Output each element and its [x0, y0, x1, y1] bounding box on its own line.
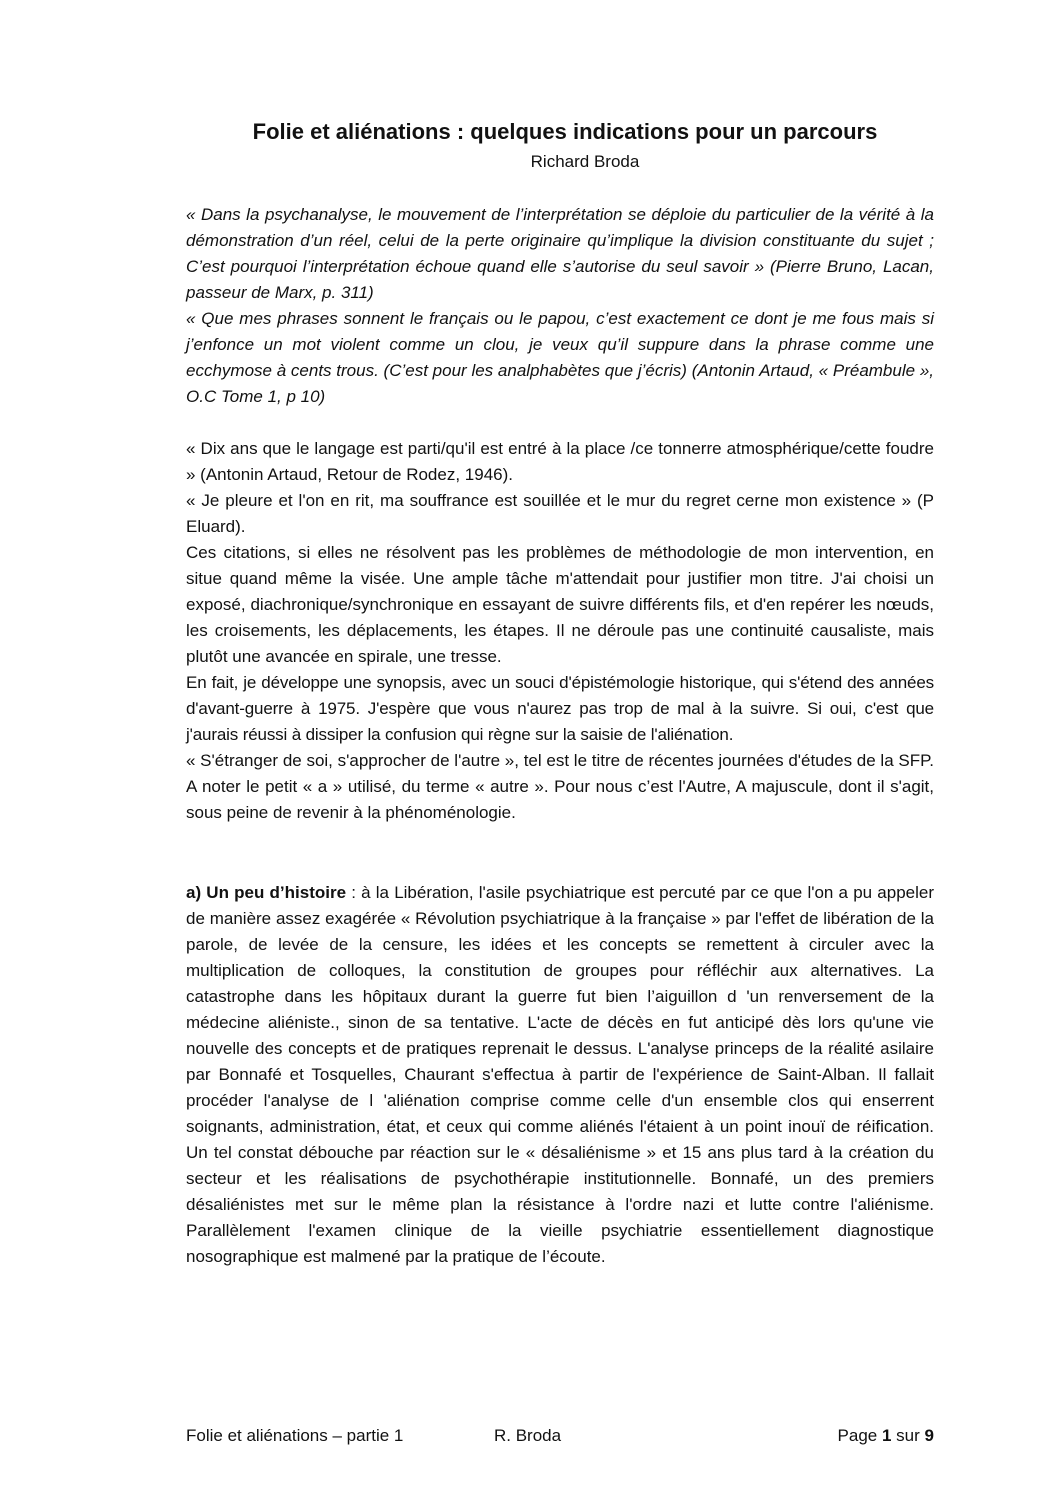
- epigraph-quote-bruno: « Dans la psychanalyse, le mouvement de l’interprétation se déploie du particulier de la vérité à la démonstration d’un réel, celui de la perte originaire qu’implique la division constituante du sujet ; C’est pourquoi l’interprétation échoue quand elle s’autorise du seul savoir » (Pierre Bruno, Lacan, passeur de Marx, p. 311): [186, 205, 934, 302]
- section-a-paragraph: [186, 880, 934, 1270]
- footer-page-current: 1: [881, 1426, 892, 1445]
- document-author: Richard Broda: [530, 152, 640, 171]
- section-a-text: : à la Libération, l'asile psychiatrique est percuté par ce que l'on a pu appeler de manière assez exagérée « Révolution psychiatrique à la française » par l'effet de libération de la parole, de levée de la censure, les idées et les concepts se remettent à circuler avec la multiplication de colloques, la constitution de groupes pour réfléchir aux alternatives. La catastrophe dans les hôpitaux durant la guerre fut bien l’aiguillon d 'un renversement de la médecine aliéniste., sinon de sa tentative. L'acte de décès en fut anticipé dès lors qu'une vie nouvelle des concepts et de pratiques reprenait le dessus. L'analyse princeps de la réalité asilaire par Bonnafé et Tosquelles, Chaurant s'effectua à partir de l'expérience de Saint-Alban. Il fallait procéder l'analyse de l 'aliénation comprise comme celle d'un ensemble clos qui enserrent soignants, administration, état, et ceux qui comme aliénés l'étaient à un point inouï de réification. Un tel constat débouche par réaction sur le « désaliénisme » et 15 ans plus tard à la création du secteur et les réalisations de psychothérapie institutionnelle. Bonnafé, un des premiers désaliénistes met sur le même plan la résistance à l'ordre nazi et lutte contre l'aliénisme. Parallèlement l'examen clinique de la vieille psychiatrie essentiellement diagnostique nosographique est malmené par la pratique de l’écoute.: [186, 883, 934, 1266]
- footer-page-of: sur: [896, 1426, 920, 1445]
- paragraph-eluard-citation: « Je pleure et l'on en rit, ma souffrance est souillée et le mur du regret cerne mon existence » (P Eluard).: [186, 491, 934, 536]
- section-a-heading: a) Un peu d’histoire: [186, 883, 347, 902]
- spacer: [186, 410, 934, 436]
- paragraph-methodology: Ces citations, si elles ne résolvent pas les problèmes de méthodologie de mon intervention, en situe quand même la visée. Une ample tâche m'attendait pour justifier mon titre. J'ai choisi un exposé, diachronique/synchronique en essayant de suivre différents fils, et d'en repérer les nœuds, les croisements, les déplacements, les étapes. Il ne déroule pas une continuité causaliste, mais plutôt une avancée en spirale, une tresse.: [186, 543, 934, 666]
- document-body: [186, 202, 934, 1270]
- footer-page-label: Page: [837, 1426, 878, 1445]
- paragraph-sfp-study-days: « S'étranger de soi, s'approcher de l'autre », tel est le titre de récentes journées d'études de la SFP. A noter le petit « a » utilisé, du terme « autre ». Pour nous c’est l'Autre, A majuscule, dont il s'agit, sous peine de revenir à la phénoménologie.: [186, 751, 934, 822]
- paragraph-artaud-citation: « Dix ans que le langage est parti/qu'il est entré à la place /ce tonnerre atmosphérique/cette foudre » (Antonin Artaud, Retour de Rodez, 1946).: [186, 439, 934, 484]
- paragraph-synopsis: En fait, je développe une synopsis, avec un souci d'épistémologie historique, qui s'étend des années d'avant-guerre à 1975. J'espère que vous n'aurez pas trop de mal à la suivre. Si oui, c'est que j'aurais réussi à dissiper la confusion qui règne sur la saisie de l'aliénation.: [186, 673, 934, 744]
- footer-document-title: Folie et aliénations – partie 1: [186, 1426, 404, 1445]
- footer-page-number: [838, 1424, 934, 1448]
- document-author-line: [0, 150, 1058, 174]
- footer-page-total: 9: [924, 1426, 934, 1445]
- document-title: Folie et aliénations : quelques indications pour un parcours: [252, 119, 878, 144]
- epigraph-quote-artaud: « Que mes phrases sonnent le français ou le papou, c’est exactement ce dont je me fous mais si j’enfonce un mot violent comme un clou, je veux qu’il suppure dans la phrase comme une ecchymose à cents trous. (C’est pour les analphabètes que j’écris) (Antonin Artaud, « Préambule », O.C Tome 1, p 10): [186, 309, 934, 406]
- spacer: [186, 826, 934, 880]
- footer-author: R. Broda: [494, 1426, 562, 1445]
